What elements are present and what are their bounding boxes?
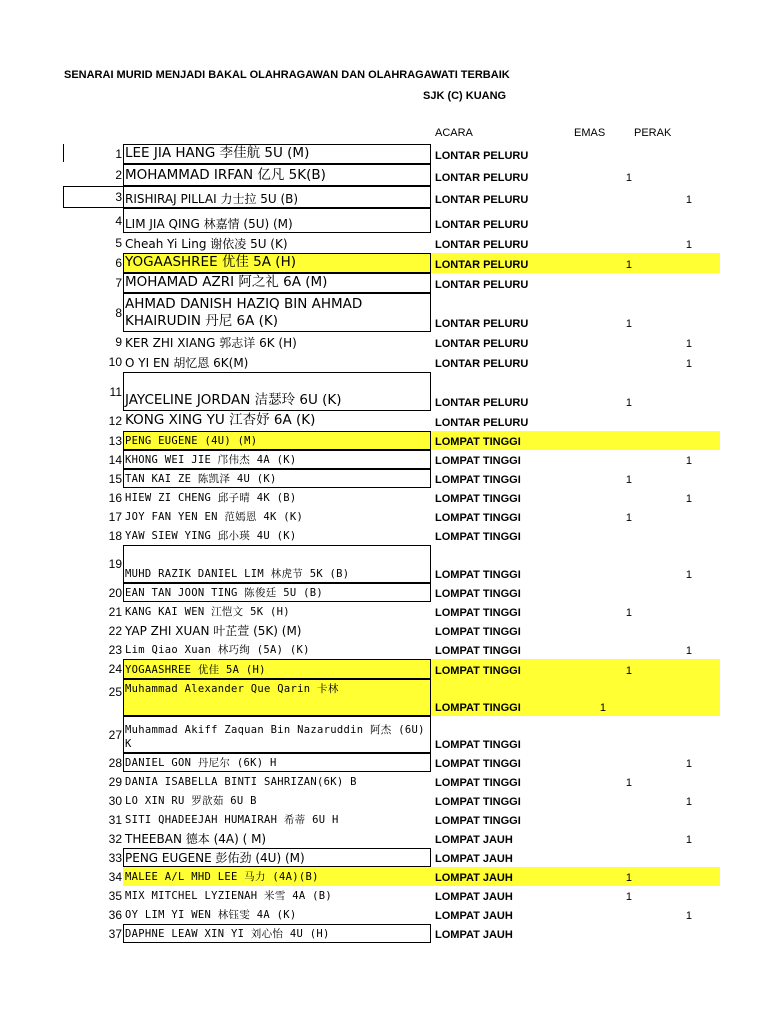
event-name: LONTAR PELURU [435, 150, 529, 162]
student-name: LEE JIA HANG 李佳航 5U (M) [125, 145, 310, 161]
event-name: LONTAR PELURU [435, 417, 529, 429]
student-name: YAW SIEW YING 邱小瑛 4U (K) [125, 530, 297, 542]
table-row [0, 372, 768, 411]
row-number: 8 [115, 305, 122, 320]
student-name: MOHAMMAD IRFAN 亿凡 5K(B) [125, 167, 326, 183]
row-number: 5 [115, 236, 122, 250]
gold-value: 1 [625, 872, 632, 884]
silver-value: 1 [685, 569, 692, 581]
name-cell [123, 810, 431, 829]
name-cell [123, 545, 431, 583]
gold-value: 1 [625, 172, 632, 184]
name-cell [123, 772, 431, 791]
school-name: SJK (C) KUANG [423, 90, 507, 102]
name-cell [123, 621, 431, 640]
table-row [0, 848, 768, 867]
student-name: YAP ZHI XUAN 叶芷萱 (5K) (M) [125, 624, 302, 638]
name-cell [123, 332, 431, 352]
silver-value: 1 [685, 338, 692, 350]
event-name: LOMPAT TINGGI [435, 531, 521, 543]
name-cell [123, 716, 431, 753]
gold-value: 1 [625, 318, 632, 330]
gold-value: 1 [625, 891, 632, 903]
gold-value: 1 [625, 259, 632, 271]
table-row [0, 886, 768, 905]
student-name: DAPHNE LEAW XIN YI 刘心怡 4U (H) [125, 928, 330, 940]
event-name: LOMPAT JAUH [435, 891, 513, 903]
table-row [0, 208, 768, 233]
event-name: LOMPAT TINGGI [435, 702, 521, 714]
event-name: LOMPAT TINGGI [435, 436, 521, 448]
row-number: 10 [108, 355, 122, 369]
row-number: 17 [108, 509, 122, 524]
table-row [0, 867, 768, 886]
table-row [0, 810, 768, 829]
name-cell [123, 144, 431, 164]
student-name: MUHD RAZIK DANIEL LIM 林虎节 5K (B) [125, 568, 350, 580]
student-name: KHONG WEI JIE 邝伟杰 4A (K) [125, 454, 297, 466]
event-name: LONTAR PELURU [435, 397, 529, 409]
row-number: 4 [115, 213, 122, 228]
student-name: Muhammad Akiff Zaquan Bin Nazaruddin 阿杰 (6U) K [125, 724, 425, 750]
row-number: 3 [115, 190, 122, 204]
table-row [0, 772, 768, 791]
table-row [0, 164, 768, 186]
student-name: KER ZHI XIANG 郭志详 6K (H) [125, 336, 297, 350]
student-name: YOGAASHREE 优佳 5A (H) [125, 254, 296, 270]
row-number: 23 [108, 642, 122, 657]
event-name: LONTAR PELURU [435, 172, 529, 184]
event-name: LOMPAT TINGGI [435, 758, 521, 770]
event-name: LONTAR PELURU [435, 219, 529, 231]
row-number: 36 [108, 907, 122, 922]
event-name: LOMPAT TINGGI [435, 665, 521, 677]
table-row [0, 621, 768, 640]
student-name: Lim Qiao Xuan 林巧绚 (5A) (K) [125, 644, 310, 656]
table-row [0, 469, 768, 488]
silver-value: 1 [685, 358, 692, 370]
document-title: SENARAI MURID MENJADI BAKAL OLAHRAGAWAN DAN OLAHRAGAWATI TERBAIK [64, 69, 510, 81]
student-name: DANIEL GON 丹尼尔 (6K) H [125, 757, 277, 769]
row-number: 19 [108, 557, 122, 571]
name-cell [123, 640, 431, 659]
silver-value: 1 [685, 194, 692, 206]
table-row [0, 186, 768, 208]
silver-value: 1 [685, 493, 692, 505]
table-row [0, 924, 768, 943]
event-name: LONTAR PELURU [435, 259, 529, 271]
table-row [0, 716, 768, 753]
event-name: LOMPAT TINGGI [435, 607, 521, 619]
row-number: 34 [108, 869, 122, 884]
name-cell [123, 848, 431, 867]
table-row [0, 332, 768, 352]
table-row [0, 602, 768, 621]
row-number: 32 [108, 831, 122, 846]
student-name: PENG EUGENE (4U) (M) [125, 435, 258, 447]
table-row [0, 583, 768, 602]
event-name: LOMPAT TINGGI [435, 815, 521, 827]
event-name: LOMPAT JAUH [435, 834, 513, 846]
gold-value: 1 [625, 665, 632, 677]
event-name: LONTAR PELURU [435, 194, 529, 206]
event-name: LOMPAT TINGGI [435, 739, 521, 751]
gold-value: 1 [625, 777, 632, 789]
gold-value: 1 [599, 702, 606, 714]
event-name: LOMPAT TINGGI [435, 512, 521, 524]
name-cell [123, 233, 431, 253]
name-cell [123, 924, 431, 943]
name-cell [123, 791, 431, 810]
table-row [0, 293, 768, 332]
event-name: LONTAR PELURU [435, 318, 529, 330]
column-header-emas: EMAS [574, 127, 606, 139]
event-name: LONTAR PELURU [435, 279, 529, 291]
name-cell [123, 253, 431, 273]
table-row [0, 545, 768, 583]
row-number: 24 [108, 662, 122, 676]
student-name: OY LIM YI WEN 林钰雯 4A (K) [125, 909, 297, 921]
name-cell [123, 372, 431, 411]
table-row [0, 144, 768, 164]
name-cell [123, 507, 431, 526]
event-name: LOMPAT TINGGI [435, 474, 521, 486]
row-number: 28 [108, 755, 122, 770]
table-row [0, 829, 768, 848]
student-name: JAYCELINE JORDAN 洁瑟玲 6U (K) [125, 392, 342, 408]
event-name: LOMPAT TINGGI [435, 796, 521, 808]
student-name: RISHIRAJ PILLAI 力士拉 5U (B) [125, 192, 299, 206]
event-name: LOMPAT TINGGI [435, 777, 521, 789]
gold-value: 1 [625, 607, 632, 619]
name-cell [123, 352, 431, 372]
row-number: 20 [108, 585, 122, 600]
row-number: 6 [115, 256, 122, 270]
table-row [0, 488, 768, 507]
name-cell [123, 469, 431, 488]
student-name: SITI QHADEEJAH HUMAIRAH 希蒂 6U H [125, 814, 339, 826]
row-number: 37 [108, 926, 122, 941]
row-number: 30 [108, 793, 122, 808]
event-name: LONTAR PELURU [435, 338, 529, 350]
column-header-acara: ACARA [435, 127, 473, 139]
table-row [0, 659, 768, 679]
row-number: 18 [108, 528, 122, 543]
silver-value: 1 [685, 758, 692, 770]
row-number: 16 [108, 490, 122, 505]
row-number: 29 [108, 774, 122, 789]
event-name: LOMPAT TINGGI [435, 493, 521, 505]
name-cell [123, 829, 431, 848]
event-name: LOMPAT TINGGI [435, 626, 521, 638]
row-number: 14 [108, 452, 122, 467]
event-name: LOMPAT TINGGI [435, 645, 521, 657]
event-name: LOMPAT JAUH [435, 910, 513, 922]
name-cell [123, 450, 431, 469]
row-number: 9 [115, 335, 122, 349]
name-cell [123, 753, 431, 772]
table-row [0, 273, 768, 293]
name-cell [123, 488, 431, 507]
event-name: LOMPAT JAUH [435, 853, 513, 865]
table-row [0, 640, 768, 659]
table-row [0, 753, 768, 772]
name-cell [123, 886, 431, 905]
name-cell [123, 679, 431, 716]
row-number: 15 [108, 471, 122, 486]
student-name: KONG XING YU 江杏妤 6A (K) [125, 412, 316, 428]
name-cell [123, 164, 431, 186]
silver-value: 1 [685, 796, 692, 808]
row-number: 13 [108, 433, 122, 448]
name-cell [123, 431, 431, 450]
table-row [0, 905, 768, 924]
name-cell [123, 293, 431, 332]
row-number: 22 [108, 623, 122, 638]
student-name: O YI EN 胡忆恩 6K(M) [125, 356, 249, 370]
student-name: AHMAD DANISH HAZIQ BIN AHMAD KHAIRUDIN 丹尼 6A (K) [125, 296, 363, 329]
student-name: HIEW ZI CHENG 邱子晴 4K (B) [125, 492, 297, 504]
student-name: KANG KAI WEN 江恺文 5K (H) [125, 606, 290, 618]
student-name: LIM JIA QING 林嘉情 (5U) (M) [125, 217, 293, 231]
silver-value: 1 [685, 455, 692, 467]
row-number: 2 [115, 168, 122, 182]
table-row [0, 253, 768, 273]
gold-value: 1 [625, 474, 632, 486]
name-cell [123, 905, 431, 924]
name-cell [123, 208, 431, 233]
student-name: JOY FAN YEN EN 范嫣恩 4K (K) [125, 511, 304, 523]
table-row [0, 507, 768, 526]
gold-value: 1 [625, 512, 632, 524]
student-name: Muhammad Alexander Que Qarin 卡林 [125, 683, 339, 695]
event-name: LOMPAT JAUH [435, 872, 513, 884]
table-row [0, 411, 768, 431]
event-name: LONTAR PELURU [435, 358, 529, 370]
name-cell [123, 602, 431, 621]
name-cell [123, 411, 431, 431]
row-number: 27 [108, 727, 122, 742]
student-name: DANIA ISABELLA BINTI SAHRIZAN(6K) B [125, 776, 357, 788]
row-number: 11 [109, 384, 122, 399]
row-number: 21 [108, 604, 122, 619]
student-name: LO XIN RU 罗歆茹 6U B [125, 795, 257, 807]
student-name: MALEE A/L MHD LEE 马力 (4A)(B) [125, 871, 319, 883]
table-row [0, 352, 768, 372]
event-name: LONTAR PELURU [435, 239, 529, 251]
name-cell [123, 186, 431, 208]
row-number: 12 [108, 414, 122, 428]
student-name: YOGAASHREE 优佳 5A (H) [125, 664, 266, 676]
table-row [0, 791, 768, 810]
name-cell [123, 526, 431, 545]
row-number: 7 [115, 276, 122, 290]
event-name: LOMPAT JAUH [435, 929, 513, 941]
gold-value: 1 [625, 397, 632, 409]
event-name: LOMPAT TINGGI [435, 455, 521, 467]
event-name: LOMPAT TINGGI [435, 569, 521, 581]
name-cell [123, 867, 431, 886]
event-name: LOMPAT TINGGI [435, 588, 521, 600]
table-row [0, 679, 768, 716]
row-number: 25 [108, 685, 122, 699]
table-row [0, 450, 768, 469]
row-number: 35 [108, 888, 122, 903]
student-name: MIX MITCHEL LYZIENAH 米雪 4A (B) [125, 890, 333, 902]
silver-value: 1 [685, 834, 692, 846]
table-row [0, 233, 768, 253]
name-cell [123, 659, 431, 679]
student-name: THEEBAN 德本 (4A) ( M) [125, 832, 267, 846]
name-cell [123, 273, 431, 293]
name-cell [123, 583, 431, 602]
student-name: TAN KAI ZE 陈凯泽 4U (K) [125, 473, 277, 485]
student-name: EAN TAN JOON TING 陈俊廷 5U (B) [125, 587, 323, 599]
silver-value: 1 [685, 645, 692, 657]
row-number: 1 [115, 147, 122, 161]
row-number: 33 [108, 850, 122, 865]
silver-value: 1 [685, 910, 692, 922]
column-header-perak: PERAK [634, 127, 672, 139]
table-row [0, 431, 768, 450]
table-row [0, 526, 768, 545]
student-name: Cheah Yi Ling 谢依凌 5U (K) [125, 237, 288, 251]
student-name: MOHAMAD AZRI 阿之礼 6A (M) [125, 274, 328, 290]
student-name: PENG EUGENE 彭佑劲 (4U) (M) [125, 851, 305, 865]
row-number: 31 [108, 812, 122, 827]
silver-value: 1 [685, 239, 692, 251]
